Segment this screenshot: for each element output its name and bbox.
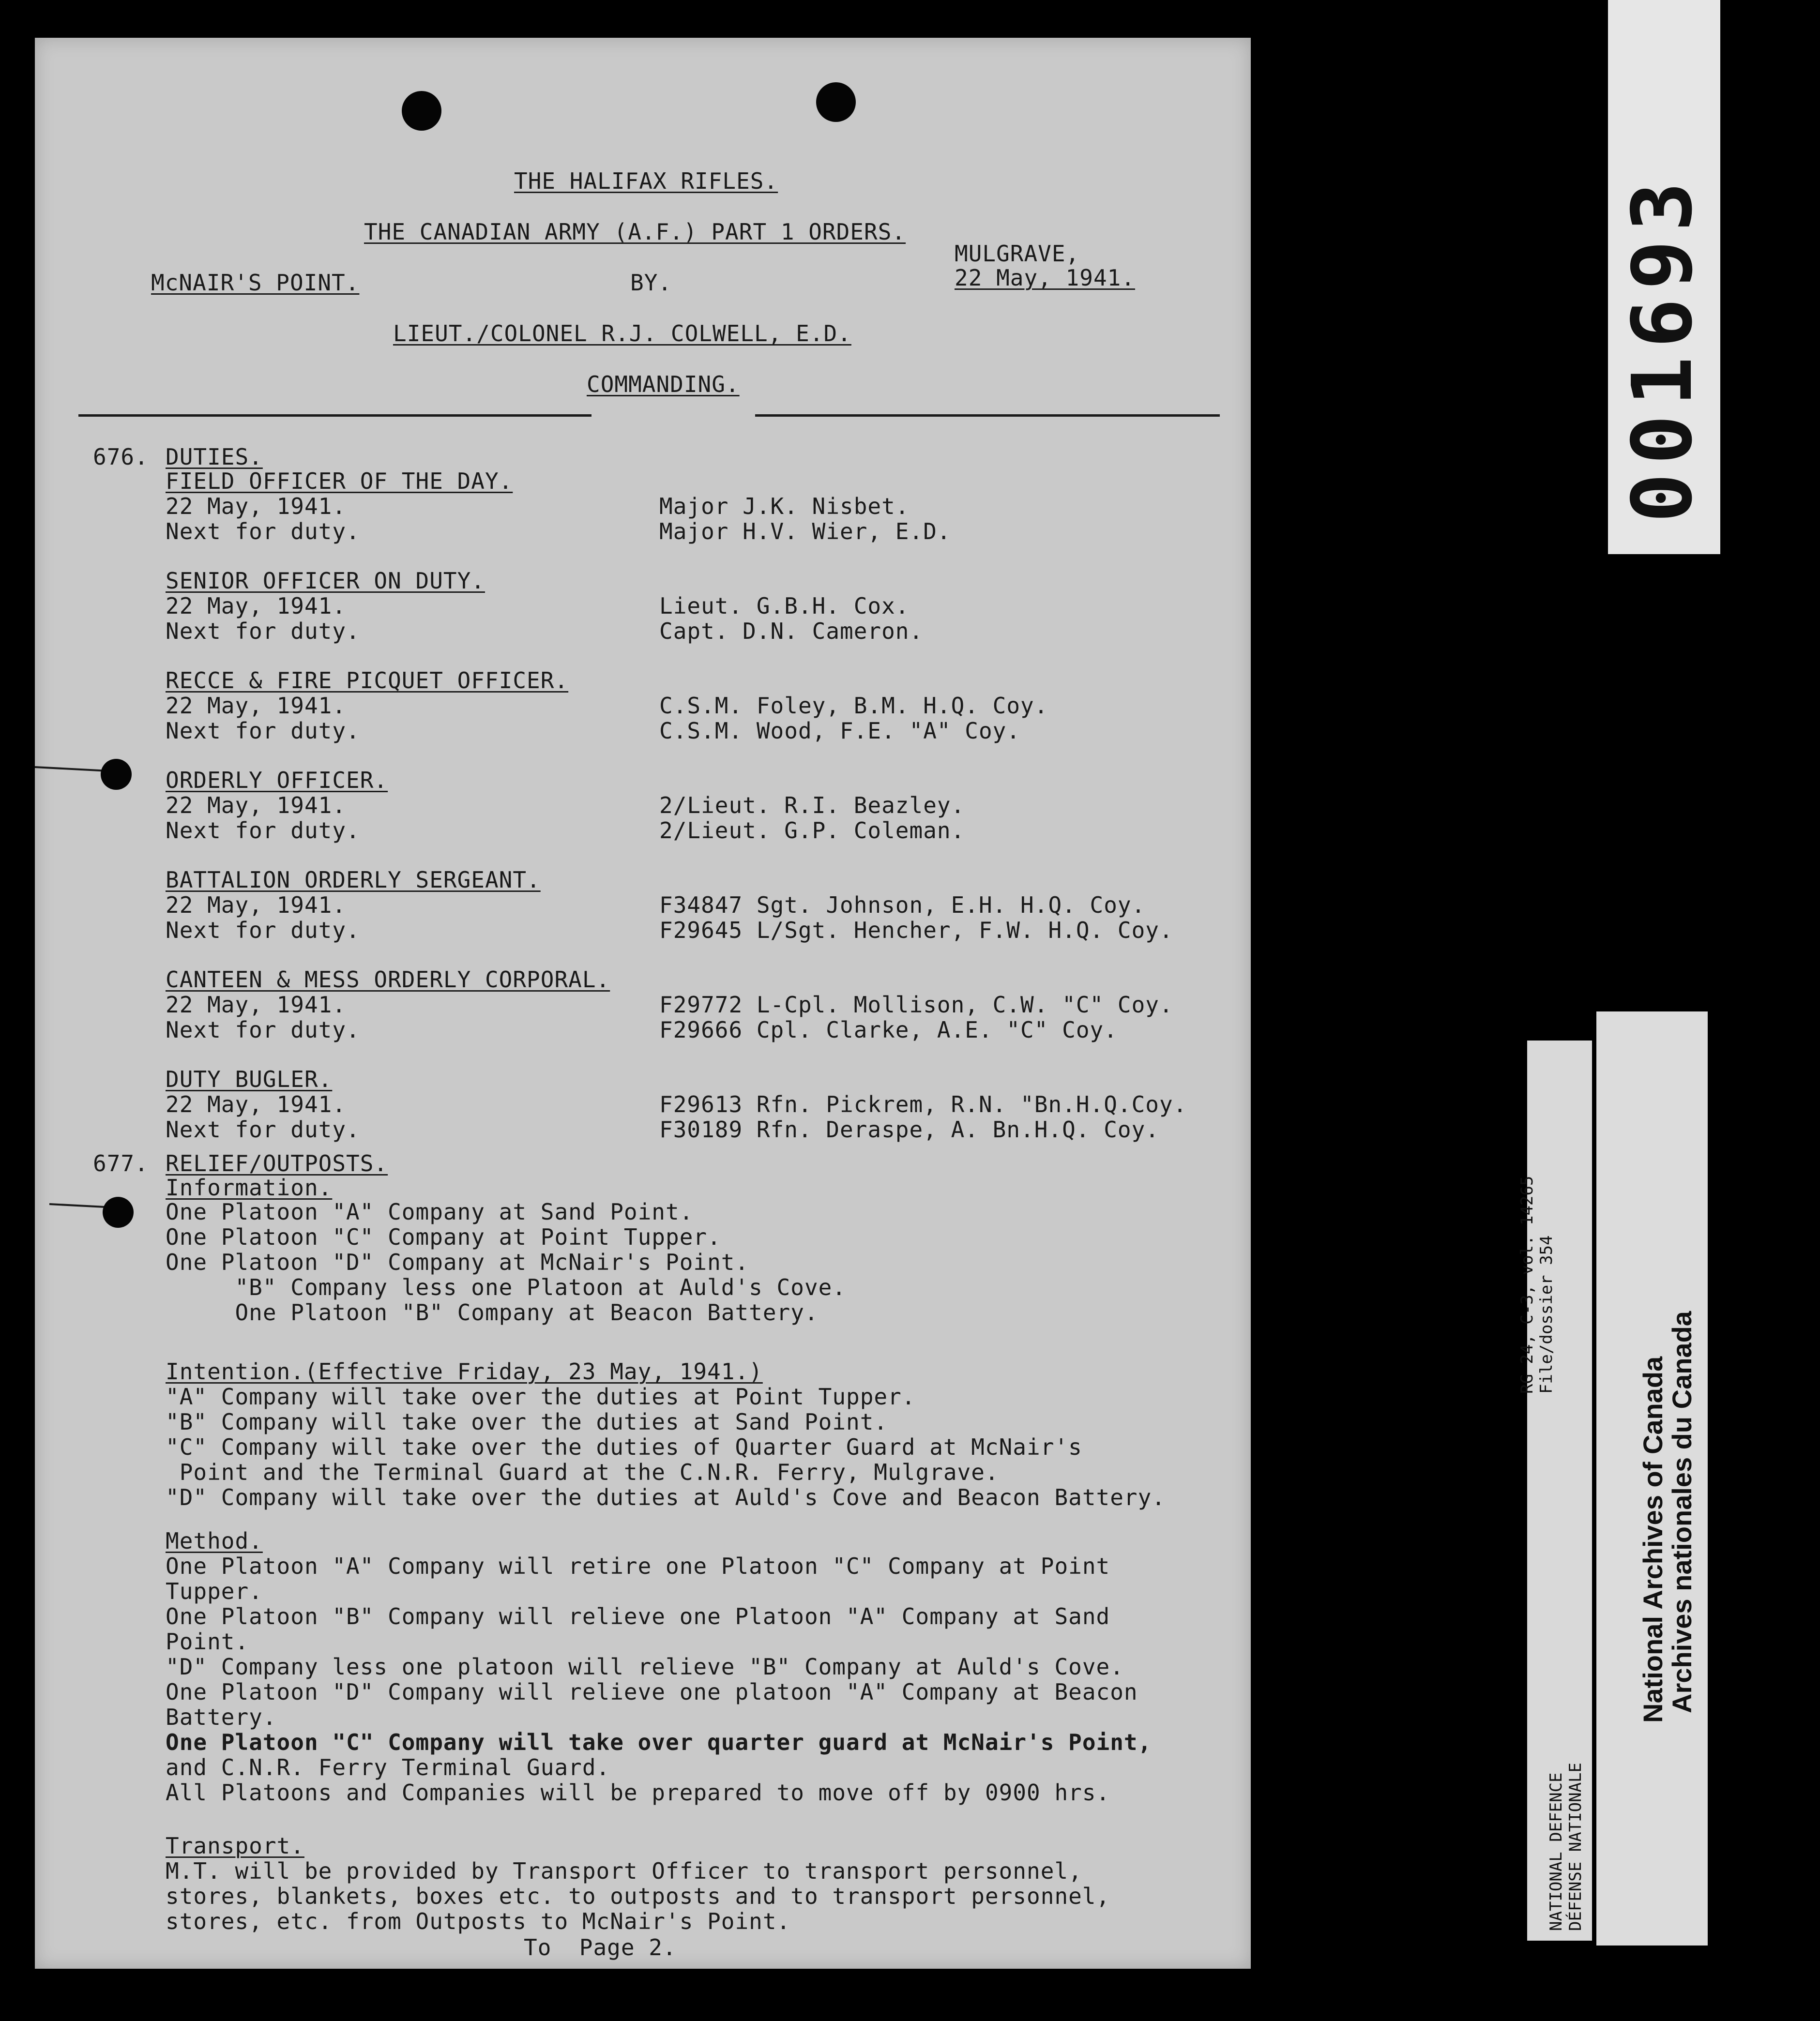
punch-hole-left (402, 91, 441, 131)
intention-lines-line: Point and the Terminal Guard at the C.N.R. Ferry, Mulgrave. (166, 1459, 999, 1485)
transport-lines-line: M.T. will be provided by Transport Officer to transport personnel, (166, 1858, 1082, 1884)
method-lines-line: and C.N.R. Ferry Terminal Guard. (166, 1754, 610, 1780)
transport-lines-line: stores, blankets, boxes etc. to outposts and to transport personnel, (166, 1883, 1110, 1909)
information-heading: Information. (166, 1175, 333, 1201)
margin-mark-line-1 (35, 766, 107, 772)
reference-line-2: File/dossier 354 (1537, 1235, 1556, 1394)
duty-assignee: C.S.M. Foley, B.M. H.Q. Coy. (659, 693, 1048, 719)
reference-line-1: RG 24, C-3, vol. 14265 (1517, 1176, 1537, 1394)
duty-assignee: 2/Lieut. G.P. Coleman. (659, 817, 965, 844)
duty-date-label: 22 May, 1941. (166, 1091, 347, 1117)
margin-bullet-1 (101, 759, 132, 790)
duty-assignee: F29613 Rfn. Pickrem, R.N. "Bn.H.Q.Coy. (659, 1091, 1187, 1117)
location-right: MULGRAVE, (955, 241, 1080, 267)
archives-line-2: Archives nationales du Canada (1667, 1311, 1697, 1713)
method-lines-line: One Platoon "A" Company will retire one Platoon "C" Company at Point (166, 1553, 1110, 1579)
page-footer: To Page 2. (524, 1934, 677, 1961)
section-677-title: RELIEF/OUTPOSTS. (166, 1150, 388, 1176)
duty-assignee: F29645 L/Sgt. Hencher, F.W. H.Q. Coy. (659, 917, 1173, 943)
duty-heading: ORDERLY OFFICER. (166, 767, 388, 793)
method-lines-line: One Platoon "B" Company will relieve one Platoon "A" Company at Sand (166, 1603, 1110, 1629)
transport-heading: Transport. (166, 1833, 304, 1859)
punch-hole-right (816, 82, 856, 122)
method-heading: Method. (166, 1528, 263, 1554)
method-lines-line: Battery. (166, 1704, 277, 1730)
method-lines-line: All Platoons and Companies will be prepared to move off by 0900 hrs. (166, 1780, 1110, 1806)
duty-assignee: C.S.M. Wood, F.E. "A" Coy. (659, 718, 1021, 744)
duty-date-label: Next for duty. (166, 1017, 360, 1043)
duty-date-label: Next for duty. (166, 817, 360, 844)
duty-assignee: 2/Lieut. R.I. Beazley. (659, 792, 965, 818)
information-lines-line: One Platoon "A" Company at Sand Point. (166, 1199, 694, 1225)
duty-date-label: Next for duty. (166, 1116, 360, 1143)
method-lines-line: "D" Company less one platoon will relieve "B" Company at Auld's Cove. (166, 1654, 1124, 1680)
duty-heading: CANTEEN & MESS ORDERLY CORPORAL. (166, 966, 610, 993)
intention-lines-line: "B" Company will take over the duties at Sand Point. (166, 1409, 888, 1435)
document-subtitle: THE CANADIAN ARMY (A.F.) PART 1 ORDERS. (364, 219, 906, 245)
rule-right (755, 414, 1220, 417)
document-title: THE HALIFAX RIFLES. (514, 168, 778, 194)
intention-lines-line: "C" Company will take over the duties of Quarter Guard at McNair's (166, 1434, 1082, 1460)
duty-heading: BATTALION ORDERLY SERGEANT. (166, 867, 541, 893)
archives-line-1: National Archives of Canada (1638, 1356, 1668, 1723)
duty-date-label: 22 May, 1941. (166, 792, 347, 818)
section-677-number: 677. (93, 1150, 149, 1176)
method-lines-line: Point. (166, 1629, 249, 1655)
method-lines-line: Tupper. (166, 1578, 263, 1604)
duty-assignee: F30189 Rfn. Deraspe, A. Bn.H.Q. Coy. (659, 1116, 1159, 1143)
commanding-label: COMMANDING. (587, 371, 740, 397)
document-page (35, 38, 1251, 1969)
information-lines-line: One Platoon "B" Company at Beacon Battery. (166, 1299, 819, 1326)
section-676-number: 676. (93, 444, 149, 470)
method-lines-line: One Platoon "D" Company will relieve one platoon "A" Company at Beacon (166, 1679, 1138, 1705)
duty-date-label: Next for duty. (166, 618, 360, 644)
duty-assignee: Capt. D.N. Cameron. (659, 618, 924, 644)
method-lines-line: One Platoon "C" Company will take over quarter guard at McNair's Point, (166, 1729, 1152, 1755)
duty-assignee: F29666 Cpl. Clarke, A.E. "C" Coy. (659, 1017, 1118, 1043)
duty-assignee: Lieut. G.B.H. Cox. (659, 593, 910, 619)
duty-date-label: 22 May, 1941. (166, 493, 347, 519)
transport-lines-line: stores, etc. from Outposts to McNair's Point. (166, 1908, 791, 1934)
duty-date-label: 22 May, 1941. (166, 593, 347, 619)
duty-date-label: 22 May, 1941. (166, 992, 347, 1018)
duty-assignee: Major H.V. Wier, E.D. (659, 518, 951, 544)
intention-lines-line: "D" Company will take over the duties at Auld's Cove and Beacon Battery. (166, 1484, 1166, 1510)
section-676-title: DUTIES. (166, 444, 263, 470)
duty-date-label: 22 May, 1941. (166, 693, 347, 719)
margin-bullet-2 (103, 1197, 134, 1228)
location-left: McNAIR'S POINT. (151, 270, 360, 296)
duty-date-label: Next for duty. (166, 718, 360, 744)
duty-heading: RECCE & FIRE PICQUET OFFICER. (166, 667, 569, 694)
dept-line-1: NATIONAL DEFENCE (1547, 1772, 1566, 1931)
margin-mark-line-2 (49, 1203, 107, 1208)
intention-lines-line: "A" Company will take over the duties at Point Tupper. (166, 1384, 916, 1410)
duty-heading: FIELD OFFICER OF THE DAY. (166, 468, 513, 494)
duty-heading: DUTY BUGLER. (166, 1066, 333, 1092)
frame-number: 001693 (1615, 173, 1711, 523)
duty-date-label: 22 May, 1941. (166, 892, 347, 918)
duty-assignee: F29772 L-Cpl. Mollison, C.W. "C" Coy. (659, 992, 1173, 1018)
duty-date-label: Next for duty. (166, 917, 360, 943)
information-lines-line: "B" Company less one Platoon at Auld's Cove. (166, 1274, 847, 1300)
duty-assignee: Major J.K. Nisbet. (659, 493, 910, 519)
dept-line-2: DÉFENSE NATIONALE (1566, 1763, 1585, 1931)
duty-date-label: Next for duty. (166, 518, 360, 544)
information-lines-line: One Platoon "D" Company at McNair's Point. (166, 1249, 749, 1275)
information-lines-line: One Platoon "C" Company at Point Tupper. (166, 1224, 721, 1250)
order-date: 22 May, 1941. (955, 265, 1136, 291)
by-label: BY. (630, 270, 672, 296)
intention-heading: Intention.(Effective Friday, 23 May, 1941.) (166, 1358, 763, 1385)
duty-assignee: F34847 Sgt. Johnson, E.H. H.Q. Coy. (659, 892, 1146, 918)
rule-left (78, 414, 592, 417)
duty-heading: SENIOR OFFICER ON DUTY. (166, 568, 485, 594)
commander-name: LIEUT./COLONEL R.J. COLWELL, E.D. (393, 320, 851, 347)
